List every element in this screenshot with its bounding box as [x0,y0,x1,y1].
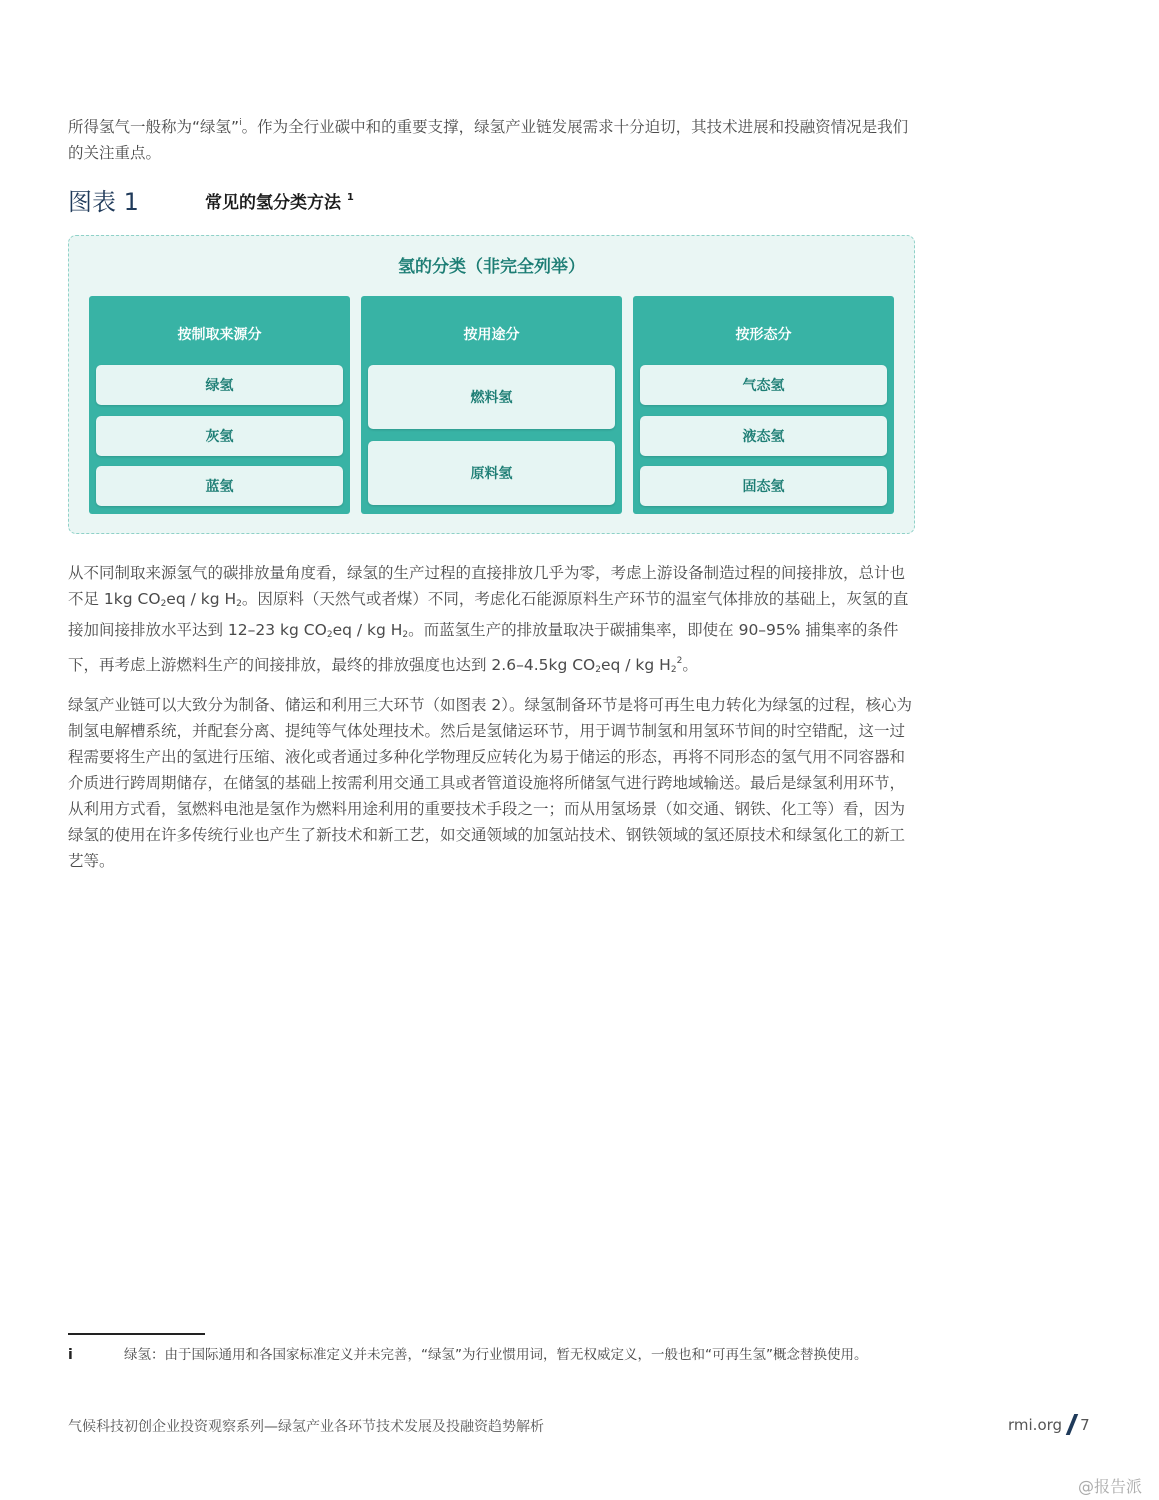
figure-label: 图表 1 [68,188,139,216]
page-number: 7 [1080,1415,1090,1434]
slash-divider-icon [1066,1414,1078,1435]
column-title: 按形态分 [735,327,792,343]
citation-ref[interactable]: 2 [676,656,683,666]
footnote-mark: i [68,1347,73,1363]
figure-header [68,182,918,216]
watermark: @报告派 [1078,1477,1143,1496]
column-by-state [633,296,894,514]
site-link[interactable]: rmi.org [1008,1415,1063,1434]
footnote-text: 绿氢：由于国际通用和各国家标准定义并未完善，“绿氢”为行业惯用词，暂无权威定义，一般也和“可再生氢”概念替换使用。 [124,1347,868,1363]
footnote-ref[interactable]: i [239,118,242,128]
figure-reference[interactable]: 1 [346,192,354,203]
item-gaseous-hydrogen: 气态氢 [640,365,887,405]
diagram-title: 氢的分类（非完全列举） [398,257,585,277]
column-by-source [89,296,350,514]
item-blue-hydrogen: 蓝氢 [96,466,343,506]
intro-paragraph: 所得氢气一般称为“绿氢”$^i$。作为全行业碳中和的重要支撑，绿氢产业链发展需求十分迫切，其技术进展和投融资情况是我们的关注重点。 [68,118,909,162]
item-solid-hydrogen: 固态氢 [640,466,887,506]
footer-site [1008,1414,1090,1435]
figure-title: 常见的氢分类方法 $^1$ [205,192,354,213]
footer-series-title: 气候科技初创企业投资观察系列—绿氢产业各环节技术发展及投融资趋势解析 [68,1419,544,1435]
item-liquid-hydrogen: 液态氢 [640,416,887,456]
item-fuel-hydrogen: 燃料氢 [368,365,615,429]
footnote-divider [68,1333,205,1335]
column-title: 按用途分 [463,327,520,343]
hydrogen-classification-diagram [68,235,915,534]
column-by-use [361,296,622,514]
item-feedstock-hydrogen: 原料氢 [368,441,615,505]
value-chain-paragraph: 绿氢产业链可以大致分为制备、储运和利用三大环节（如图表 2）。绿氢制备环节是将可再生电力转化为绿氢的过程，核心为制氢电解槽系统，并配套分离、提纯等气体处理技术。然后是氢储运环节，用于调节制氢和用氢环节间的时空错配，这一过程需要将生产出的氢进行压缩、液化或者通过多种化学物理反应转化为易于储运的形态，再将不同形态的氢气用不同容器和介质进行跨周期储存，在储氢的基础上按需利用交通工具或者管道设施将所储氢气进行跨地域输送。最后是绿氢利用环节，从利用方式看，氢燃料电池是氢作为燃料用途利用的重要技术手段之一；而从用氢场景（如交通、钢铁、化工等）看，因为绿氢的使用在许多传统行业也产生了新技术和新工艺，如交通领域的加氢站技术、钢铁领域的氢还原技术和绿氢化工的新工艺等。 [68,696,913,870]
emissions-paragraph: 从不同制取来源氢气的碳排放量角度看，绿氢的生产过程的直接排放几乎为零，考虑上游设备制造过程的间接排放，总计也不足 1kg $CO_2eq$ / kg $H_2$。因原料（天然气或者煤）不同，考虑化石能源原料生产环节的温室气体排放的基础上，灰氢的直接加间接排放水平达到 12–23 kg $CO_2eq$ / kg $H_2$。而蓝氢生产的排放量取决于碳捕集率，即使在 90–95% 捕集率的条件下，再考虑上游燃料生产的间接排放，最终的排放强度也达到 2.6–4.5kg $CO_2eq$ / kg $H_2^2$。 [68,564,909,675]
item-grey-hydrogen: 灰氢 [96,416,343,456]
column-title: 按制取来源分 [177,327,262,343]
item-green-hydrogen: 绿氢 [96,365,343,405]
